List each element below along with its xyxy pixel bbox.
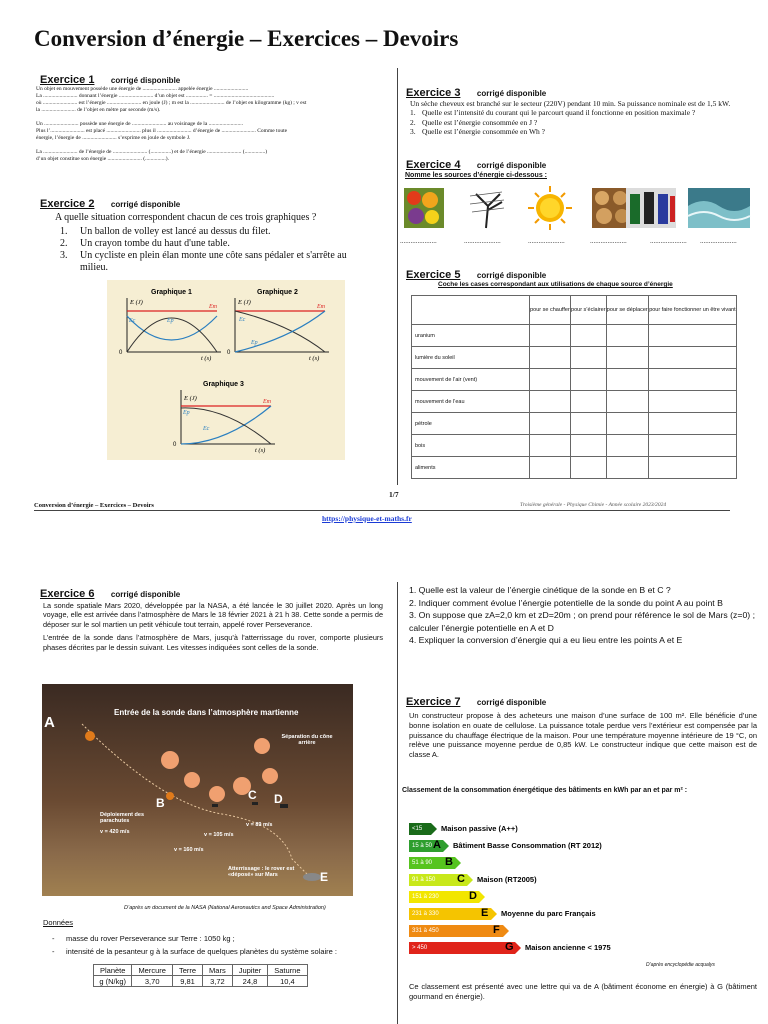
column-divider	[397, 68, 398, 485]
blank: .....................	[700, 237, 737, 245]
checkbox-cell[interactable]	[648, 391, 736, 413]
graph-2-title: Graphique 2	[257, 289, 298, 296]
exercise-1-line: La ......................... donnant l’énergie ......................... d’un objet est ................ = ............................................	[36, 93, 275, 99]
table-cell: 10,4	[268, 976, 307, 987]
column-header: Mercure	[132, 965, 173, 976]
exercise-7-text: Un constructeur propose à des acheteurs une maison d’une surface de 100 m². Elle bénéficie d’une bonne isolation en ouate de cellulose. La puissance totale perdue vers l’extérieur est compensée par la puissance du chauffage électrique de la maison. Pour une température moyenne intérieure de 19 °C, on relève une puissance moyenne perdue de 0,85 kW. Le constructeur indique que cette maison est de classe A.	[409, 711, 757, 759]
energy-class-bar: 51 à 90	[409, 857, 455, 869]
graph-2-ep-curve	[235, 311, 325, 352]
graphs-panel	[107, 280, 345, 460]
point-c-label: C	[248, 788, 257, 802]
checkbox-cell[interactable]	[648, 369, 736, 391]
exercise-1-line: Un ......................... possède une énergie de ......................... au voisinage de la .........................	[36, 121, 244, 127]
graph-3-ep-label: Ep	[183, 410, 190, 416]
table-cell: 3,70	[132, 976, 173, 987]
question-3: 3. On suppose que zA=2,0 km et zD=20m ; on prend pour référence le sol de Mars (z=0) ; calculer l’énergie potentielle en A et D	[409, 610, 755, 633]
exercise-4-instruction: Nomme les sources d’énergie ci-dessous :	[405, 172, 547, 179]
energy-class-bar: > 450	[409, 942, 515, 954]
wind-tree-icon	[466, 188, 506, 228]
table-cell: 9,81	[172, 976, 202, 987]
row-label: aliments	[412, 457, 530, 479]
exercise-1-line: Un objet en mouvement possède une énergie de ......................... appelée énergie .........................	[36, 86, 249, 92]
speed-c-label: v = 105 m/s	[204, 832, 234, 838]
probe-a	[85, 731, 95, 741]
energy-class-letter: C	[457, 873, 465, 885]
energy-class-description: Maison (RT2005)	[477, 875, 537, 884]
row-label: bois	[412, 435, 530, 457]
exercise-1-title: Exercice 1	[40, 74, 95, 86]
graph-3-ec-label: Ec	[203, 426, 210, 432]
exercise-7-corrige: corrigé disponible	[476, 698, 547, 707]
exercise-1-line: où ......................... est l’énergie ......................... en joule (J) ; m est la ......................... de l’objet en kilogramme (kg) ; v est	[36, 100, 307, 106]
checkbox-cell[interactable]	[648, 457, 736, 479]
list-item: 1. Un ballon de volley est lancé au dessus du filet.	[60, 226, 271, 237]
fruits-vegetables-icon	[404, 188, 444, 228]
graph-3-origin: 0	[173, 442, 177, 448]
footer-right: Troisième générale - Physique Chimie - Année scolaire 2023/2024	[520, 502, 667, 508]
energy-class-letter: B	[445, 856, 453, 868]
column-header: Jupiter	[232, 965, 268, 976]
exercise-6-header	[40, 584, 180, 602]
table-row	[412, 369, 737, 391]
graph-1-em-label: Em	[209, 304, 217, 310]
checkbox-cell[interactable]	[648, 435, 736, 457]
point-d-label: D	[274, 792, 283, 806]
column-header: Mars	[203, 965, 233, 976]
energy-class-bar: 91 à 150	[409, 874, 467, 886]
energy-class-letter: G	[505, 941, 514, 953]
checkbox-cell[interactable]	[570, 457, 606, 479]
blank: .....................	[650, 237, 687, 245]
graph-2-ylabel: E (J)	[238, 299, 251, 306]
column-header: Saturne	[268, 965, 307, 976]
graph-3-ec-curve	[181, 406, 271, 444]
list-item: 2. Quelle est l’énergie consommée en J ?	[410, 117, 538, 127]
chart-credit: D’après encyclopédie acqualys	[646, 962, 715, 968]
row-label: lumière du soleil	[412, 347, 530, 369]
table-row	[94, 976, 308, 987]
graph-3-em-label: Em	[263, 399, 271, 405]
question-1: 1. Quelle est la valeur de l’énergie cinétique de la sonde en B et C ?	[409, 585, 671, 595]
checkbox-cell[interactable]	[606, 369, 648, 391]
column-header: pour s’éclairer	[570, 296, 606, 325]
diagram-credit: D’après un document de la NASA (National Aeronautics and Space Administration)	[124, 905, 326, 911]
exercise-5-corrige: corrigé disponible	[476, 271, 547, 280]
checkbox-cell[interactable]	[648, 413, 736, 435]
parachute-label: Déploiement des parachutes	[100, 812, 145, 824]
separation-label: Séparation du cône arrière	[281, 734, 333, 746]
speed-d-label: v = 89 m/s	[246, 822, 273, 828]
speed-c2-label: v = 160 m/s	[174, 847, 204, 853]
energy-class-description: Moyenne du parc Français	[501, 909, 596, 918]
mars-entry-diagram	[42, 684, 353, 896]
fuel-pump-icon	[626, 188, 676, 228]
exercise-6-questions	[409, 584, 759, 647]
table-row	[412, 325, 737, 347]
energy-class-letter: A	[433, 839, 441, 851]
graph-1-origin: 0	[119, 350, 123, 356]
graph-2-ep-label: Ep	[251, 340, 258, 346]
energy-class-description: Maison passive (A++)	[441, 824, 518, 833]
row-label: uranium	[412, 325, 530, 347]
graph-3-ylabel: E (J)	[184, 395, 197, 402]
column-header: pour se déplacer	[606, 296, 648, 325]
exercise-1-text	[36, 86, 391, 163]
gravity-table	[93, 964, 308, 987]
list-item: - intensité de la pesanteur g à la surface de quelques planètes du système solaire :	[52, 946, 338, 956]
column-divider	[397, 582, 398, 1024]
exercise-3-intro: Un sèche cheveux est branché sur le secteur (220V) pendant 10 min. Sa puissance nominale est de 1,5 kW.	[410, 99, 731, 108]
checkbox-cell[interactable]	[530, 457, 571, 479]
row-label: mouvement de l’eau	[412, 391, 530, 413]
list-item: 2. Un crayon tombe du haut d'une table.	[60, 238, 230, 249]
blank: .....................	[400, 237, 437, 245]
energy-uses-table	[411, 295, 737, 479]
graph-3-title: Graphique 3	[203, 381, 244, 388]
diagram-title: Entrée de la sonde dans l’atmosphère martienne	[114, 708, 299, 717]
checkbox-cell[interactable]	[570, 347, 606, 369]
energy-class-letter: D	[469, 890, 477, 902]
table-header-row	[94, 965, 308, 976]
row-label: g (N/kg)	[94, 976, 132, 987]
energy-class-arrow	[479, 891, 485, 903]
graph-3-xlabel: t (s)	[255, 447, 266, 454]
checkbox-cell[interactable]	[606, 347, 648, 369]
exercise-6-corrige: corrigé disponible	[110, 590, 181, 599]
energy-chart-title: Classement de la consommation énergétique des bâtiments en kWh par an et par m² :	[402, 787, 688, 794]
speed-b-label: v = 420 m/s	[100, 829, 130, 835]
exercise-5-instruction: Coche les cases correspondant aux utilisations de chaque source d’énergie	[438, 281, 673, 288]
graph-2-ec-label: Ec	[239, 317, 246, 323]
point-e-label: E	[320, 870, 329, 884]
graph-2-ec-curve	[235, 311, 325, 352]
checkbox-cell[interactable]	[570, 369, 606, 391]
checkbox-cell[interactable]	[570, 325, 606, 347]
energy-class-arrow	[443, 840, 449, 852]
river-water-icon	[688, 188, 750, 228]
checkbox-cell[interactable]	[530, 413, 571, 435]
point-b-label: B	[156, 796, 165, 810]
graph-1-xlabel: t (s)	[201, 355, 212, 362]
list-item: 1. Quelle est l’intensité du courant qui le parcourt quand il fonctionne en position maximale ?	[410, 108, 696, 118]
checkbox-cell[interactable]	[530, 347, 571, 369]
exercise-1-line: d’un objet constitue son énergie ......................... (...............).	[36, 156, 169, 162]
graph-1-title: Graphique 1	[151, 289, 192, 296]
energy-class-letter: F	[493, 924, 500, 936]
list-item: 3. Un cycliste en plein élan monte une côte sans pédaler et s'arrête au milieu.	[60, 250, 347, 273]
checkbox-cell[interactable]	[606, 413, 648, 435]
table-cell: 3,72	[203, 976, 233, 987]
footer-rule	[34, 510, 730, 511]
donnees-list	[52, 933, 392, 959]
column-header: pour faire fonctionner un être vivant	[648, 296, 736, 325]
table-row	[412, 391, 737, 413]
exercise-4-header	[406, 155, 546, 173]
energy-class-bar: 151 à 230	[409, 891, 479, 903]
exercise-6-para1: La sonde spatiale Mars 2020, développée par la NASA, a été lancée le 30 juillet 2020. Après un long voyage, elle est arrivée dans l’atmosphère de Mars le 18 février 2021 à 21 h 38. Cette sonde a permis de déposer sur le sol martien un petit véhicule tout terrain, appelé rover Perseverance.	[43, 601, 383, 629]
page-title: Conversion d’énergie – Exercices – Devoirs	[34, 26, 459, 51]
exercise-1-line: énergie, l’énergie de ......................... s’exprime en joule de symbole J.	[36, 135, 191, 141]
exercise-2-question: A quelle situation correspondent chacun de ces trois graphiques ?	[55, 212, 317, 223]
donnees-heading: Données	[43, 918, 74, 927]
question-4: 4. Expliquer la conversion d’énergie qui a eu lieu entre les points A et E	[409, 635, 683, 646]
energy-class-description: Maison ancienne < 1975	[525, 943, 611, 952]
exercise-6-intro	[43, 601, 383, 652]
energy-class-bar: 331 à 450	[409, 925, 503, 937]
exercise-7-header	[406, 692, 546, 710]
checkbox-cell[interactable]	[530, 325, 571, 347]
checkbox-cell[interactable]	[570, 413, 606, 435]
footer-left: Conversion d’énergie – Exercices – Devoirs	[34, 502, 154, 509]
energy-class-arrow	[467, 874, 473, 886]
graph-1-ec-label: Ec	[129, 318, 136, 324]
checkbox-cell[interactable]	[570, 435, 606, 457]
exercise-2-list	[60, 226, 360, 274]
question-2: 2. Indiquer comment évolue l’énergie potentielle de la sonde du point A au point B	[409, 597, 723, 608]
exercise-6-title: Exercice 6	[40, 588, 95, 600]
table-header-row	[412, 296, 737, 325]
checkbox-cell[interactable]	[570, 391, 606, 413]
table-row	[412, 347, 737, 369]
graph-2-xlabel: t (s)	[309, 355, 320, 362]
energy-graphs	[107, 280, 345, 460]
column-header: Terre	[172, 965, 202, 976]
graph-2-em-label: Em	[317, 304, 325, 310]
exercise-3-corrige: corrigé disponible	[476, 89, 547, 98]
energy-class-description: Bâtiment Basse Consommation (RT 2012)	[453, 841, 602, 850]
exercise-2-title: Exercice 2	[40, 198, 95, 210]
point-a-label: A	[44, 714, 55, 731]
table-cell: 24,8	[232, 976, 268, 987]
exercise-7-conclusion: Ce classement est présenté avec une lettre qui va de A (bâtiment économe en énergie) à G (bâtiment gourmand en énergie).	[409, 982, 757, 1002]
checkbox-cell[interactable]	[606, 435, 648, 457]
table-row	[412, 435, 737, 457]
energy-class-letter: E	[481, 907, 489, 919]
exercise-1-line: la ......................... de l’objet en mètre par seconde (m/s).	[36, 107, 161, 113]
checkbox-cell[interactable]	[606, 457, 648, 479]
landing-label: Atterrissage : le rover est «déposé» sur Mars	[228, 866, 295, 878]
row-label: mouvement de l’air (vent)	[412, 369, 530, 391]
exercise-4-corrige: corrigé disponible	[476, 161, 547, 170]
graph-1-ep-label: Ep	[167, 318, 174, 324]
exercise-1-line: Plus l’......................... est placé ......................... plus il ......................... d’énergie de ......................... Comme toute	[36, 128, 288, 134]
checkbox-cell[interactable]	[606, 391, 648, 413]
exercise-4-title: Exercice 4	[406, 159, 461, 171]
checkbox-cell[interactable]	[530, 391, 571, 413]
checkbox-cell[interactable]	[648, 325, 736, 347]
sun-icon	[528, 186, 572, 230]
table-row	[412, 457, 737, 479]
exercise-1-corrige: corrigé disponible	[110, 76, 181, 85]
exercise-3-title: Exercice 3	[406, 87, 461, 99]
exercise-3-text	[410, 99, 755, 137]
exercise-6-para2: L’entrée de la sonde dans l’atmosphère de Mars, jusqu’à l’atterrissage du rover, comporte plusieurs phases décrites par le dessin suivant. Les vitesses indiquées sont celles de la sonde.	[43, 633, 383, 652]
list-item: 3. Quelle est l’énergie consommée en Wh ?	[410, 127, 546, 137]
energy-class-bar: <15	[409, 823, 431, 835]
checkbox-cell[interactable]	[648, 347, 736, 369]
exercise-1-line: La ......................... de l’énergie de ......................... (...............) et de l’énergie ......................... (...............)	[36, 149, 268, 155]
exercise-2-corrige: corrigé disponible	[110, 200, 181, 209]
exercise-7-title: Exercice 7	[406, 696, 461, 708]
website-link[interactable]: https://physique-et-maths.fr	[322, 514, 412, 523]
checkbox-cell[interactable]	[530, 369, 571, 391]
energy-class-bar: 15 à 50	[409, 840, 443, 852]
blank: .....................	[528, 237, 565, 245]
energy-class-arrow	[515, 942, 521, 954]
blank: .....................	[464, 237, 501, 245]
energy-class-bar: 231 à 330	[409, 908, 491, 920]
energy-class-arrow	[431, 823, 437, 835]
energy-class-arrow	[503, 925, 509, 937]
graph-2-origin: 0	[227, 350, 231, 356]
spacer	[36, 142, 391, 149]
exercise-2-header	[40, 194, 180, 212]
checkbox-cell[interactable]	[530, 435, 571, 457]
page-number: 1/7	[389, 490, 399, 499]
table-row	[412, 413, 737, 435]
list-item: - masse du rover Perseverance sur Terre : 1050 kg ;	[52, 934, 235, 943]
energy-sources-images	[402, 186, 752, 231]
graph-3-ep-curve	[181, 408, 271, 444]
checkbox-cell[interactable]	[606, 325, 648, 347]
energy-class-arrow	[491, 908, 497, 920]
blank: .....................	[590, 237, 627, 245]
column-header: pour se chauffer	[530, 296, 571, 325]
column-header: Planète	[94, 965, 132, 976]
energy-class-arrow	[455, 857, 461, 869]
graph-1-ylabel: E (J)	[130, 299, 143, 306]
row-label: pétrole	[412, 413, 530, 435]
exercise-5-title: Exercice 5	[406, 269, 461, 281]
spacer	[36, 114, 391, 121]
